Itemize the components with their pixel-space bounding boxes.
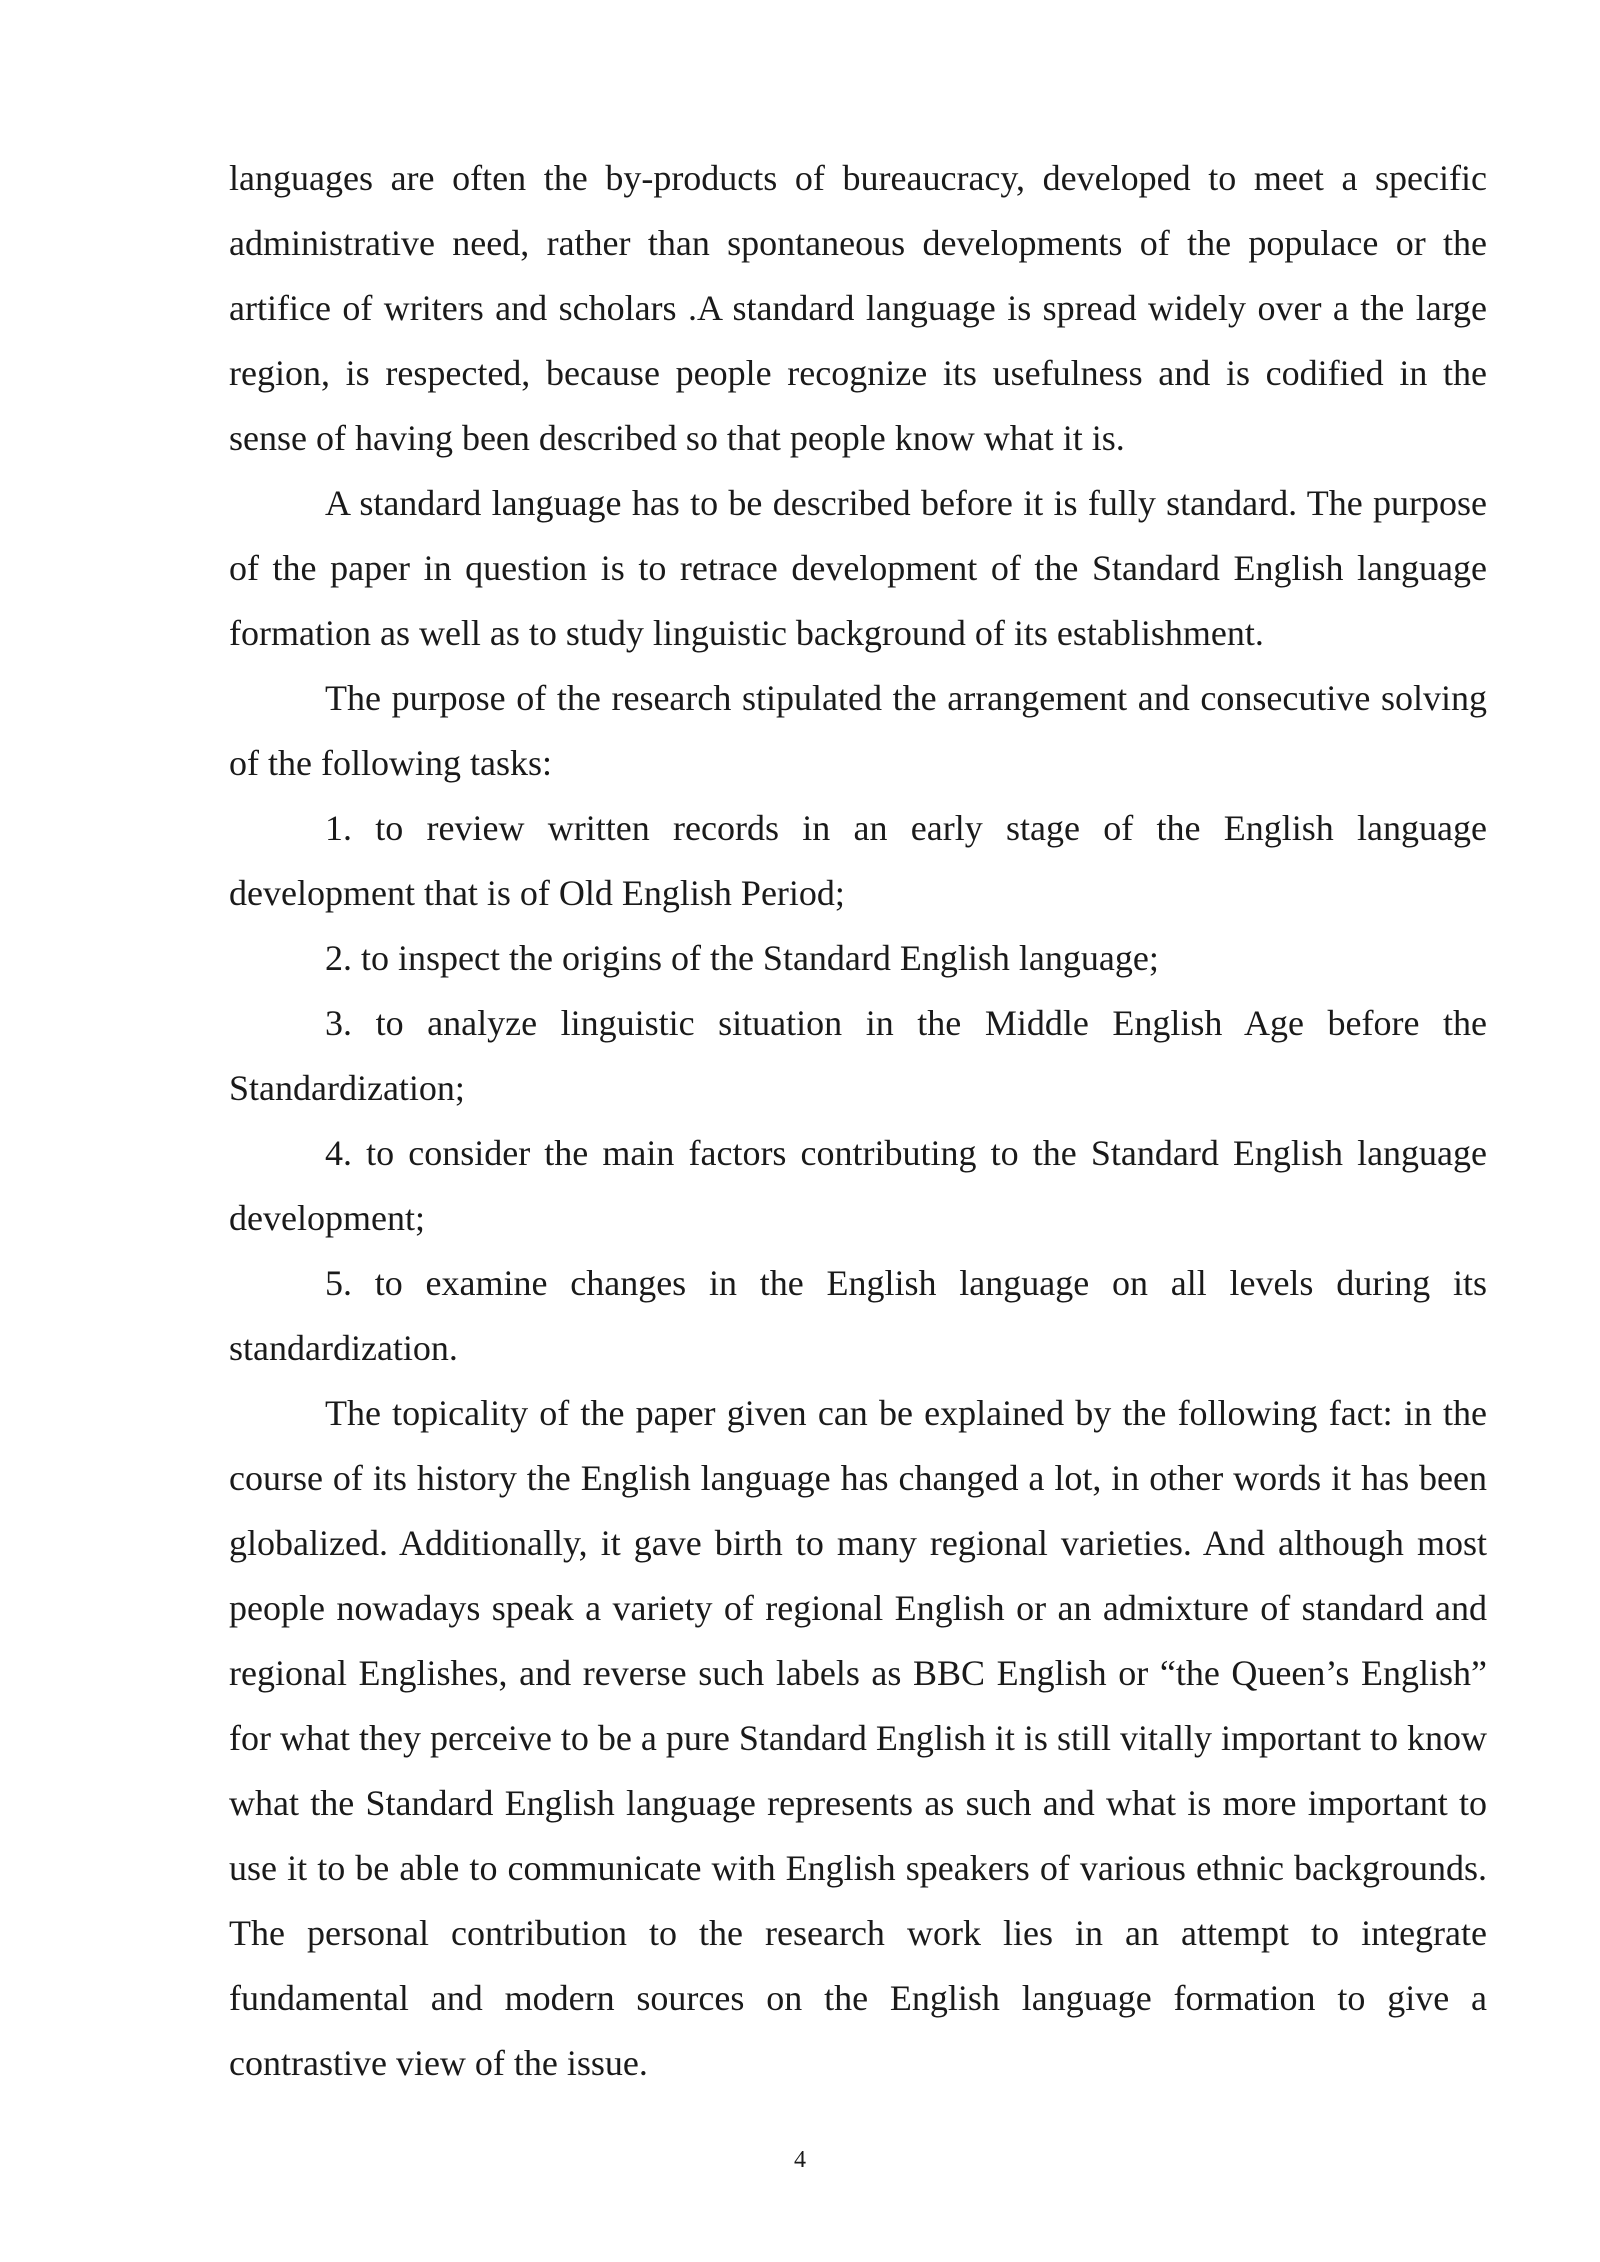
paragraph-purpose: A standard language has to be described before it is fully standard. The purpose of the paper in question is to retrace development of the Standard English language formation as well as to study linguistic background of its establishment.	[229, 483, 1487, 653]
task-item-1: 1. to review written records in an early stage of the English language development that is of Old English Period;	[229, 808, 1487, 913]
task-item-4: 4. to consider the main factors contributing to the Standard English language development;	[229, 1133, 1487, 1238]
paragraph-topicality: The topicality of the paper given can be explained by the following fact: in the course of its history the English language has changed a lot, in other words it has been globalized. Additionally, it gave birth to many regional varieties. And although most people nowadays speak a variety of regional English or an admixture of standard and regional Englishes, and reverse such labels as BBC English or “the Queen’s English” for what they perceive to be a pure Standard English it is still vitally important to know what the Standard English language represents as such and what is more important to use it to be able to communicate with English speakers of various ethnic backgrounds. The personal contribution to the research work lies in an attempt to integrate fundamental and modern sources on the English language formation to give a contrastive view of the issue.	[229, 1393, 1487, 2083]
task-item-3: 3. to analyze linguistic situation in the Middle English Age before the Standardization;	[229, 1003, 1487, 1108]
page-number: 4	[794, 2147, 806, 2173]
paragraph-tasks-intro: The purpose of the research stipulated the arrangement and consecutive solving of the following tasks:	[229, 678, 1487, 783]
body-text	[229, 146, 1487, 2096]
task-item-2: 2. to inspect the origins of the Standard English language;	[325, 938, 1159, 978]
task-item-5: 5. to examine changes in the English language on all levels during its standardization.	[229, 1263, 1487, 1368]
paragraph-continuation: languages are often the by-products of bureaucracy, developed to meet a specific administrative need, rather than spontaneous developments of the populace or the artifice of writers and scholars .A standard language is spread widely over a the large region, is respected, because people recognize its usefulness and is codified in the sense of having been described so that people know what it is.	[229, 158, 1487, 458]
